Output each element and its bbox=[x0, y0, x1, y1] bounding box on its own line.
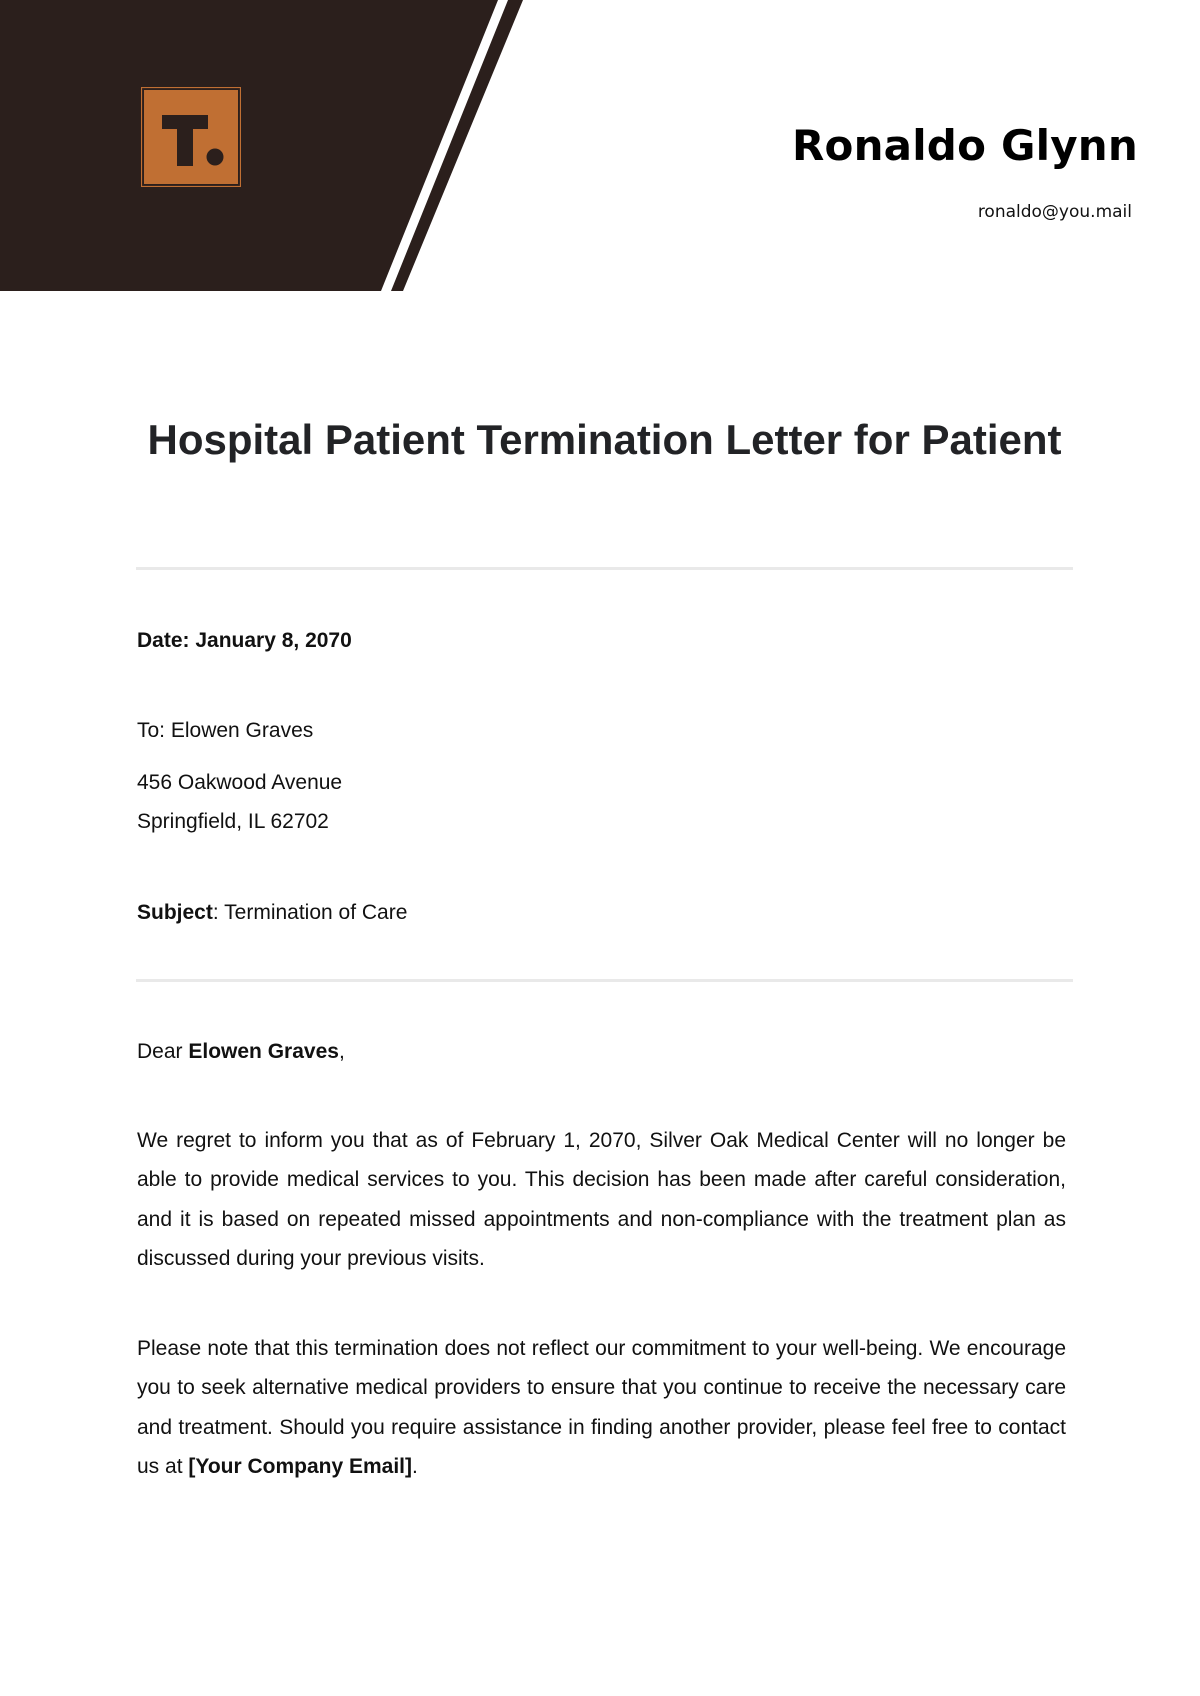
divider-middle bbox=[136, 979, 1073, 982]
divider-top bbox=[136, 567, 1073, 570]
recipient-address-line2: Springfield, IL 62702 bbox=[137, 810, 329, 833]
salutation-name: Elowen Graves bbox=[188, 1040, 339, 1063]
paragraph-2-text: Please note that this termination does not reflect our commitment to your well-being. We encourage you to seek alternative medical providers to ensure that you continue to receive the necessary care and treatment. Should you require assistance in finding another provider, please feel free to contact us at bbox=[137, 1337, 1066, 1479]
subject-label: Subject bbox=[137, 901, 213, 924]
recipient-address-line1: 456 Oakwood Avenue bbox=[137, 771, 343, 794]
subject-line bbox=[137, 899, 407, 927]
salutation bbox=[137, 1038, 345, 1066]
salutation-prefix: Dear bbox=[137, 1040, 189, 1063]
body-paragraph-1: We regret to inform you that as of February 1, 2070, Silver Oak Medical Center will no longer be able to provide medical services to you. This decision has been made after careful consideration, and it is based on repeated missed appointments and non-compliance with the treatment plan as discussed during your previous visits. bbox=[137, 1129, 1066, 1271]
subject-separator: : bbox=[212, 901, 225, 924]
letter-date: Date: January 8, 2070 bbox=[137, 629, 352, 652]
subject-value: Termination of Care bbox=[224, 901, 408, 924]
sender-email: ronaldo@you.mail bbox=[977, 202, 1132, 222]
document-title: Hospital Patient Termination Letter for Patient bbox=[147, 416, 1062, 463]
sender-name: Ronaldo Glynn bbox=[791, 121, 1138, 170]
paragraph-2-end: . bbox=[412, 1455, 418, 1479]
salutation-suffix: , bbox=[338, 1040, 345, 1063]
header-dark-shape bbox=[0, 0, 498, 291]
company-email-placeholder: [Your Company Email] bbox=[188, 1455, 413, 1479]
letter-t-logo-icon bbox=[141, 87, 241, 187]
body-paragraph-2 bbox=[137, 1329, 1066, 1487]
recipient-to-line: To: Elowen Graves bbox=[137, 719, 314, 742]
